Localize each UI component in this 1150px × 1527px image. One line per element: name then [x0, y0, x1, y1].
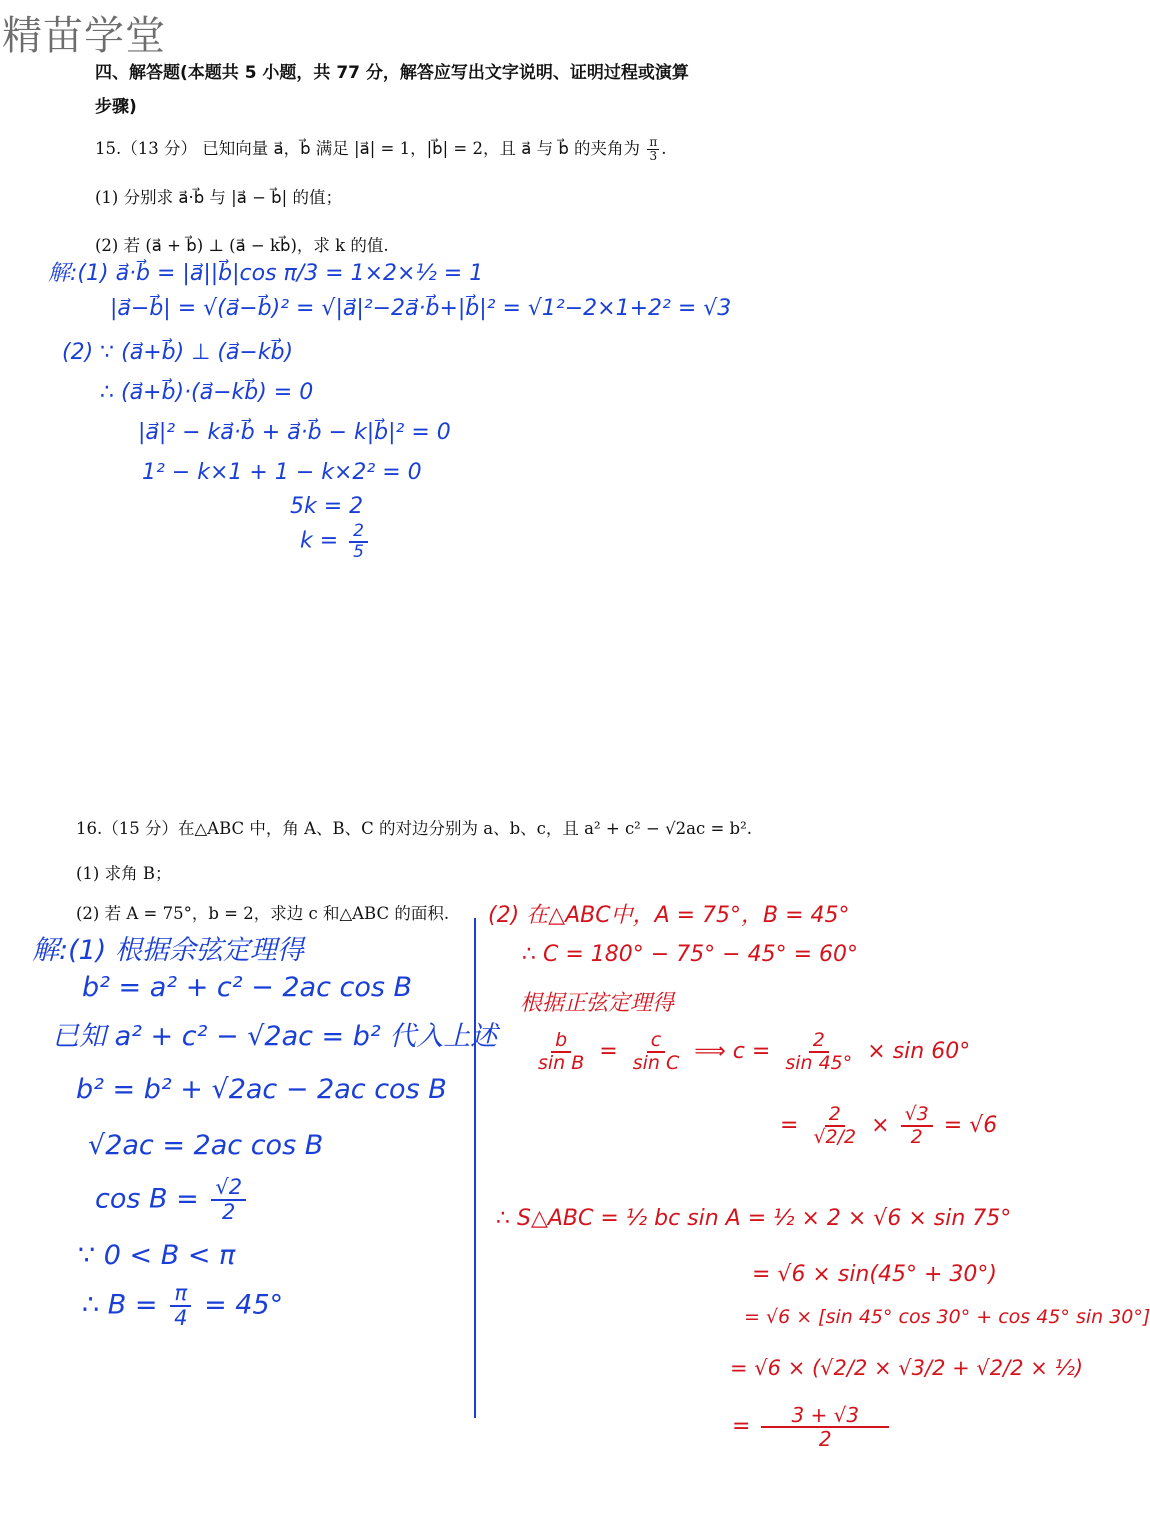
- q15-k-fraction: [349, 522, 368, 561]
- q15-sol-line3: (2) ∵ (a⃗+b⃗) ⊥ (a⃗−kb⃗): [62, 340, 294, 365]
- q16-area-eq: =: [732, 1414, 751, 1439]
- q16-sol-right-line5: [780, 1104, 997, 1148]
- q16-law-lhs-den: sin B: [538, 1051, 585, 1074]
- q16-cosb-den: 2: [222, 1200, 236, 1225]
- q15-sol-line2: |a⃗−b⃗| = √(a⃗−b⃗)² = √|a⃗|²−2a⃗·b⃗+|b⃗|² = √1²−2×1+2² = √3: [110, 296, 732, 321]
- q16-c-implies: ⟹ c =: [694, 1038, 771, 1064]
- q15-k-num: 2: [349, 522, 368, 543]
- q15-stem-end: .: [661, 139, 667, 158]
- q16-area-num: 3 + √3: [761, 1404, 889, 1428]
- q16-sol-left-line1: 解:(1) 根据余弦定理得: [32, 935, 304, 966]
- q16-b-degrees: = 45°: [204, 1289, 284, 1321]
- q16-cosb-label: cos B =: [95, 1183, 199, 1215]
- q16-sol-left-line5: √2ac = 2ac cos B: [88, 1130, 324, 1161]
- q15-k-label: k =: [300, 528, 339, 554]
- q16-c-step-frac2: [901, 1104, 933, 1148]
- q16-b-num: π: [170, 1282, 191, 1307]
- q16-c-fraction-den: sin 45°: [785, 1051, 853, 1074]
- q15-angle-fraction: [647, 136, 659, 162]
- q16-law-rhs: [629, 1030, 684, 1074]
- solution-divider: [474, 918, 476, 1418]
- q16-sol-left-line3: 已知 a² + c² − √2ac = b² 代入上述: [52, 1021, 498, 1052]
- q16-sol-right-line10: [732, 1404, 893, 1450]
- q16-sol-right-line2: ∴ C = 180° − 75° − 45° = 60°: [522, 942, 859, 967]
- q16-c-step-frac2-den: 2: [910, 1125, 923, 1148]
- q15-part1: (1) 分别求 a⃗·b⃗ 与 |a⃗ − b⃗| 的值；: [95, 188, 342, 207]
- q16-law-rhs-num: c: [647, 1030, 665, 1053]
- q16-c-step-times: ×: [871, 1112, 890, 1138]
- q16-sol-left-line7: ∵ 0 < B < π: [78, 1240, 236, 1271]
- q16-b-label: ∴ B =: [82, 1289, 158, 1321]
- q16-c-times-sin60: × sin 60°: [867, 1038, 971, 1064]
- q16-area-fraction: [761, 1404, 889, 1450]
- q16-law-rhs-den: sin C: [632, 1051, 680, 1074]
- q16-sol-left-line4: b² = b² + √2ac − 2ac cos B: [76, 1074, 447, 1105]
- q16-law-lhs: [534, 1030, 588, 1074]
- q15-angle-num: π: [649, 135, 658, 150]
- q16-sol-right-line7: = √6 × sin(45° + 30°): [752, 1262, 997, 1287]
- q16-c-step-frac1-num: 2: [825, 1104, 845, 1127]
- q15-sol-line8: [300, 522, 372, 561]
- q16-sol-right-line6: ∴ S△ABC = ½ bc sin A = ½ × 2 × √6 × sin 75°: [496, 1206, 1012, 1231]
- q16-c-step-frac2-num: √3: [901, 1104, 933, 1127]
- q16-sol-right-line3: 根据正弦定理得: [520, 991, 675, 1016]
- section-heading: 四、解答题(本题共 5 小题，共 77 分，解答应写出文字说明、证明过程或演算: [95, 63, 689, 83]
- q16-sol-left-line6: [95, 1176, 250, 1224]
- q16-b-fraction: [170, 1282, 191, 1330]
- q16-c-step-frac1: [809, 1104, 860, 1148]
- q16-sol-right-line8: = √6 × [sin 45° cos 30° + cos 45° sin 30°]: [744, 1306, 1150, 1328]
- section-heading-cont: 步骤): [95, 97, 137, 117]
- watermark-text: 精苗学堂: [2, 13, 166, 59]
- q16-law-lhs-num: b: [551, 1030, 571, 1053]
- q16-sol-left-line2: b² = a² + c² − 2ac cos B: [82, 972, 413, 1003]
- q16-cosb-fraction: [211, 1176, 246, 1224]
- q16-part1: (1) 求角 B；: [76, 864, 172, 883]
- q15-sol-line4: ∴ (a⃗+b⃗)·(a⃗−kb⃗) = 0: [100, 380, 314, 405]
- q16-sol-left-line8: [82, 1282, 283, 1330]
- q15-sol-line5: |a⃗|² − ka⃗·b⃗ + a⃗·b⃗ − k|b⃗|² = 0: [138, 420, 451, 445]
- q15-sol-line1: 解:(1) a⃗·b⃗ = |a⃗||b⃗|cos π/3 = 1×2×½ = 1: [48, 261, 484, 286]
- q16-c-fraction: [781, 1030, 856, 1074]
- q15-stem-text: 15.（13 分） 已知向量 a⃗，b⃗ 满足 |a⃗| = 1，|b⃗| = 2，且 a⃗ 与 b⃗ 的夹角为: [95, 139, 641, 158]
- q16-c-fraction-num: 2: [809, 1030, 829, 1053]
- q16-c-result: = √6: [943, 1112, 998, 1138]
- q15-sol-line7: 5k = 2: [290, 494, 364, 519]
- q16-sol-right-line9: = √6 × (√2/2 × √3/2 + √2/2 × ½): [730, 1356, 1084, 1380]
- q15-angle-den: 3: [649, 149, 658, 163]
- q16-c-eq2: =: [780, 1112, 799, 1138]
- q16-part2: (2) 若 A = 75°，b = 2，求边 c 和△ABC 的面积.: [76, 904, 450, 923]
- q16-sol-right-line1: (2) 在△ABC中，A = 75°，B = 45°: [488, 903, 850, 928]
- q16-area-den: 2: [818, 1427, 832, 1451]
- q16-b-den: 4: [174, 1306, 188, 1331]
- q16-stem: 16.（15 分）在△ABC 中，角 A、B、C 的对边分别为 a、b、c，且 a² + c² − √2ac = b².: [76, 819, 752, 838]
- q16-cosb-num: √2: [211, 1176, 246, 1201]
- q16-c-step-frac1-den: √2/2: [813, 1125, 857, 1148]
- q16-law-equals: =: [599, 1038, 618, 1064]
- q15-sol-line6: 1² − k×1 + 1 − k×2² = 0: [142, 460, 422, 485]
- q15-part2: (2) 若 (a⃗ + b⃗) ⊥ (a⃗ − kb⃗)，求 k 的值.: [95, 236, 389, 255]
- q15-stem: [95, 135, 666, 163]
- q16-sol-right-line4: [530, 1030, 970, 1074]
- q15-k-den: 5: [353, 541, 364, 562]
